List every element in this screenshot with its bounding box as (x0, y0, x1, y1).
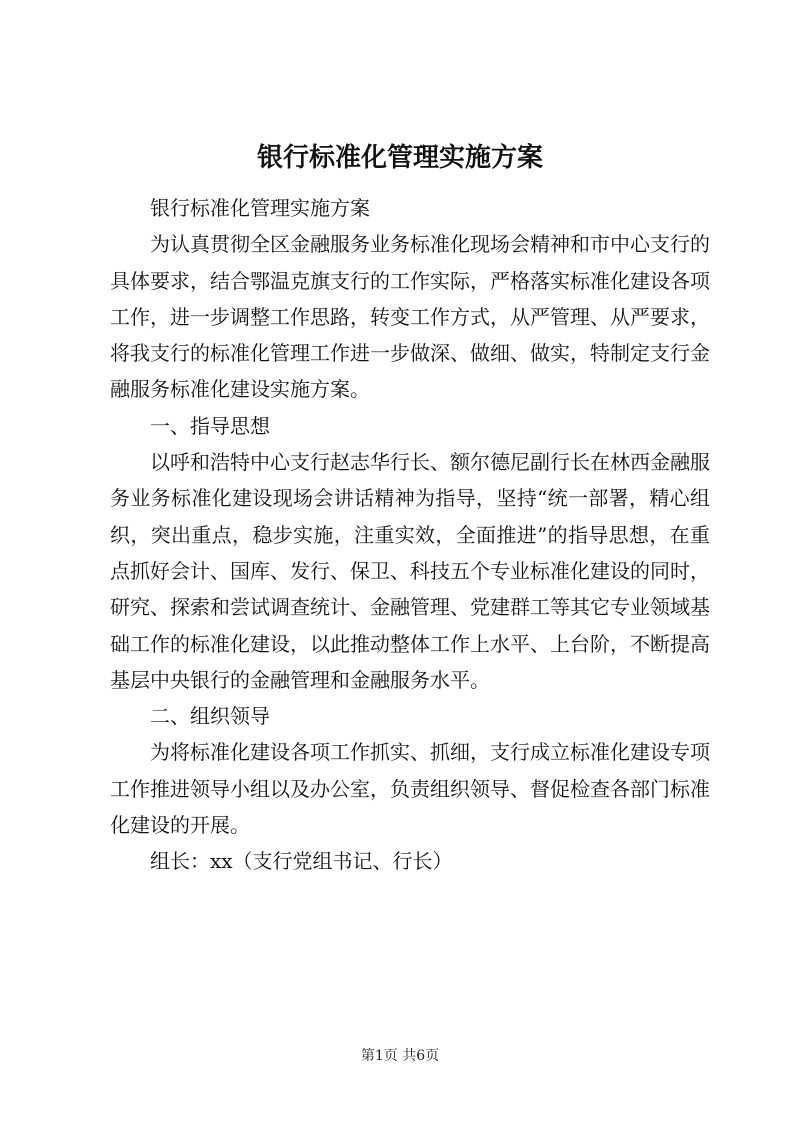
document-body (110, 190, 710, 880)
guiding-ideology-paragraph: 以呼和浩特中心支行赵志华行长、额尔德尼副行长在林西金融服务业务标准化建设现场会讲话精神为指导，坚持“统一部署，精心组织，突出重点，稳步实施，注重实效，全面推进”的指导思想，在重点抓好会计、国库、发行、保卫、科技五个专业标准化建设的同时，研究、探索和尝试调查统计、金融管理、党建群工等其它专业领域基础工作的标准化建设，以此推动整体工作上水平、上台阶，不断提高基层中央银行的金融管理和金融服务水平。 (110, 450, 710, 692)
organization-paragraph: 为将标准化建设各项工作抓实、抓细，支行成立标准化建设专项工作推进领导小组以及办公室，负责组织领导、督促检查各部门标准化建设的开展。 (110, 740, 710, 838)
page-footer: 第1页 共6页 (360, 1048, 440, 1064)
section-heading-guiding-ideology: 一、指导思想 (150, 413, 270, 438)
document-title: 银行标准化管理实施方案 (256, 143, 543, 173)
team-leader-line: 组长：xx（支行党组书记、行长） (150, 849, 453, 874)
intro-paragraph: 为认真贯彻全区金融服务业务标准化现场会精神和市中心支行的具体要求，结合鄂温克旗支行的工作实际，严格落实标准化建设各项工作，进一步调整工作思路，转变工作方式，从严管理、从严要求，将我支行的标准化管理工作进一步做深、做细、做实，特制定支行金融服务标准化建设实施方案。 (110, 232, 710, 402)
section-heading-organization: 二、组织领导 (150, 704, 270, 729)
subtitle-paragraph: 银行标准化管理实施方案 (150, 196, 370, 220)
